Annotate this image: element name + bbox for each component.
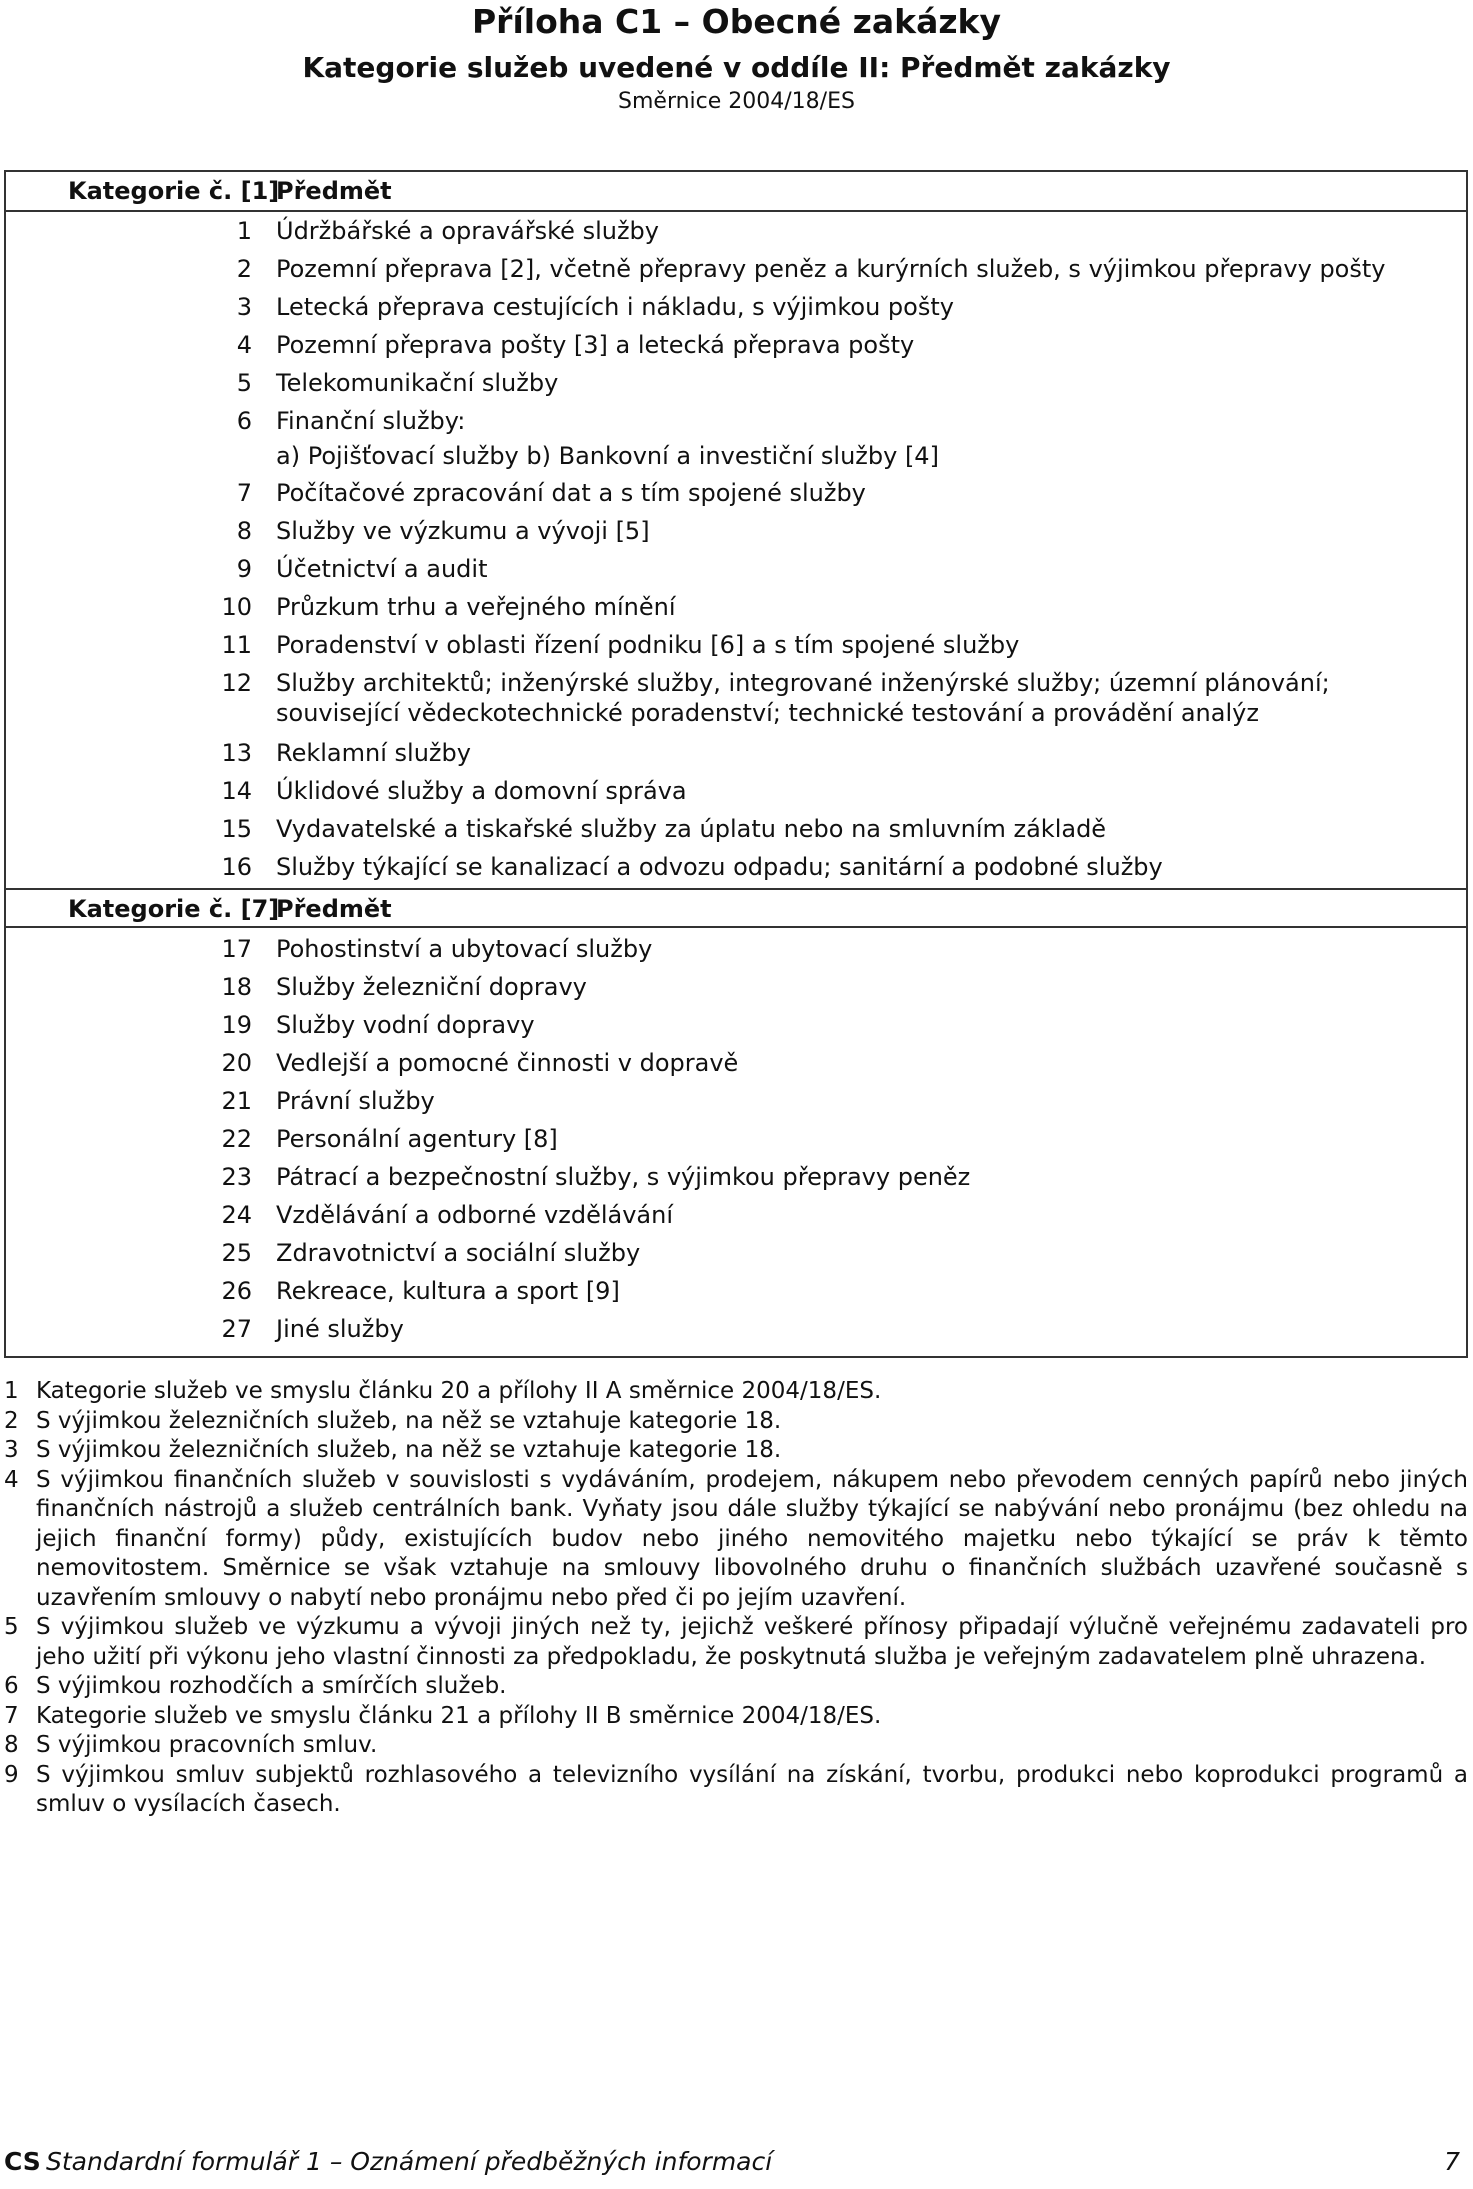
category-subject: Poradenství v oblasti řízení podniku [6] a s tím spojené služby bbox=[276, 631, 1020, 659]
column-header-subject: Předmět bbox=[276, 895, 392, 923]
column-header-category: Kategorie č. [7] bbox=[68, 895, 280, 923]
category-subject: Služby ve výzkumu a vývoji [5] bbox=[276, 517, 650, 545]
page-footer bbox=[4, 2144, 1468, 2180]
category-subject: Vydavatelské a tiskařské služby za úplatu nebo na smluvním základě bbox=[276, 815, 1107, 843]
footnote-number: 5 bbox=[4, 1614, 19, 1640]
category-subject: Reklamní služby bbox=[276, 739, 471, 767]
category-number: 26 bbox=[221, 1277, 252, 1305]
category-number: 16 bbox=[221, 853, 252, 881]
footnote bbox=[4, 1731, 1468, 1761]
table-row bbox=[6, 212, 1466, 250]
footnote bbox=[4, 1407, 1468, 1437]
footnote-number: 3 bbox=[4, 1437, 19, 1463]
table-row bbox=[6, 1196, 1466, 1234]
footnote bbox=[4, 1377, 1468, 1407]
category-subitems: a) Pojišťovací služby b) Bankovní a investiční služby [4] bbox=[276, 442, 939, 470]
footnote bbox=[4, 1702, 1468, 1732]
footnote-text: S výjimkou pracovních smluv. bbox=[36, 1732, 378, 1758]
footnote bbox=[4, 1761, 1468, 1820]
table-row bbox=[6, 364, 1466, 402]
category-number: 8 bbox=[236, 517, 252, 545]
category-number: 12 bbox=[221, 669, 252, 697]
table-row bbox=[6, 550, 1466, 588]
category-number: 3 bbox=[236, 293, 252, 321]
category-number: 2 bbox=[236, 255, 252, 283]
category-subject: Služby železniční dopravy bbox=[276, 973, 587, 1001]
table-row bbox=[6, 810, 1466, 848]
footnote-text: S výjimkou služeb ve výzkumu a vývoji jiných než ty, jejichž veškeré přínosy připadají výlučně veřejnému zadavateli pro jeho užití při výkonu jeho vlastní činnosti za předpokladu, že poskytnutá služba je veřejným zadavatelem plně uhrazena. bbox=[36, 1614, 1468, 1670]
category-number: 5 bbox=[236, 369, 252, 397]
table-row bbox=[6, 1006, 1466, 1044]
footnote bbox=[4, 1466, 1468, 1614]
page-subtitle: Kategorie služeb uvedené v oddíle II: Předmět zakázky bbox=[302, 51, 1171, 84]
table-row bbox=[6, 474, 1466, 512]
category-number: 25 bbox=[221, 1239, 252, 1267]
table-row bbox=[6, 1120, 1466, 1158]
category-number: 23 bbox=[221, 1163, 252, 1191]
table-row bbox=[6, 848, 1466, 886]
footnote-number: 7 bbox=[4, 1702, 19, 1729]
table-row bbox=[6, 288, 1466, 326]
category-number: 1 bbox=[236, 217, 252, 245]
category-subject: Pozemní přeprava [2], včetně přepravy peněz a kurýrních služeb, s výjimkou přepravy pošty bbox=[276, 255, 1386, 283]
category-subject: Pohostinství a ubytovací služby bbox=[276, 935, 653, 963]
table-row bbox=[6, 326, 1466, 364]
category-subject: Služby vodní dopravy bbox=[276, 1011, 535, 1039]
table-row bbox=[6, 250, 1466, 288]
category-subject: Účetnictví a audit bbox=[276, 555, 488, 583]
category-subject: Letecká přeprava cestujících i nákladu, s výjimkou pošty bbox=[276, 293, 954, 321]
footnote-text: S výjimkou smluv subjektů rozhlasového a televizního vysílání na získání, tvorbu, produkci nebo koprodukci programů a smluv o vysílacích časech. bbox=[36, 1761, 1468, 1817]
category-number: 18 bbox=[221, 973, 252, 1001]
category-subject: Počítačové zpracování dat a s tím spojené služby bbox=[276, 479, 866, 507]
category-number: 6 bbox=[236, 407, 252, 435]
footnote-number: 9 bbox=[4, 1761, 19, 1788]
category-subject: Vzdělávání a odborné vzdělávání bbox=[276, 1201, 673, 1229]
category-number: 19 bbox=[221, 1011, 252, 1039]
category-number: 24 bbox=[221, 1201, 252, 1229]
footnotes bbox=[4, 1377, 1468, 1820]
footnote bbox=[4, 1672, 1468, 1702]
table-row bbox=[6, 734, 1466, 772]
table-row bbox=[6, 512, 1466, 550]
footnote-number: 8 bbox=[4, 1732, 19, 1758]
table-row bbox=[6, 1234, 1466, 1272]
footnote bbox=[4, 1613, 1468, 1672]
category-number: 4 bbox=[236, 331, 252, 359]
category-number: 14 bbox=[221, 777, 252, 805]
category-number: 7 bbox=[236, 479, 252, 507]
category-subject: Úklidové služby a domovní správa bbox=[276, 777, 687, 805]
category-subject: Průzkum trhu a veřejného mínění bbox=[276, 593, 676, 621]
form-name: Standardní formulář 1 – Oznámení předběžných informací bbox=[46, 2147, 773, 2176]
footnote bbox=[4, 1436, 1468, 1466]
table-row bbox=[6, 968, 1466, 1006]
table-row bbox=[6, 1272, 1466, 1310]
page-title: Příloha C1 – Obecné zakázky bbox=[472, 2, 1001, 41]
category-subject: Jiné služby bbox=[276, 1315, 404, 1343]
category-subject: Služby architektů; inženýrské služby, integrované inženýrské služby; územní plánování; související vědeckotechnické poradenství; technické testování a provádění analýz bbox=[276, 669, 1330, 727]
footnote-number: 2 bbox=[4, 1407, 19, 1434]
table-header-group-1 bbox=[6, 172, 1466, 212]
category-subject: Pátrací a bezpečnostní služby, s výjimkou přepravy peněz bbox=[276, 1163, 971, 1191]
table-row bbox=[6, 664, 1466, 732]
category-subject: Zdravotnictví a sociální služby bbox=[276, 1239, 641, 1267]
category-number: 10 bbox=[221, 593, 252, 621]
category-number: 22 bbox=[221, 1125, 252, 1153]
footnote-text: S výjimkou finančních služeb v souvislosti s vydáváním, prodejem, nákupem nebo převodem cenných papírů nebo jiných finančních nástrojů a služeb centrálních bank. Vyňaty jsou dále služby týkající se nabývání nebo pronájmu (bez ohledu na jejich finanční formy) půdy, existujících budov nebo jiného nemovitého majetku nebo týkající se práv k těmto nemovitostem. Směrnice se však vztahuje na smlouvy libovolného druhu o finančních službách uzavřené současně s uzavřením smlouvy o nabytí nebo pronájmu nebo před či po jejím uzavření. bbox=[36, 1466, 1468, 1611]
category-subject: Údržbářské a opravářské služby bbox=[276, 217, 659, 245]
table-row bbox=[6, 402, 1466, 440]
table-row bbox=[6, 1158, 1466, 1196]
table-row bbox=[6, 1310, 1466, 1348]
footnote-text: S výjimkou rozhodčích a smírčích služeb. bbox=[36, 1673, 507, 1699]
footnote-text: Kategorie služeb ve smyslu článku 20 a přílohy II A směrnice 2004/18/ES. bbox=[36, 1378, 882, 1404]
category-number: 13 bbox=[221, 739, 252, 767]
category-subject: Pozemní přeprava pošty [3] a letecká přeprava pošty bbox=[276, 331, 915, 359]
table-row bbox=[6, 772, 1466, 810]
footnote-number: 4 bbox=[4, 1466, 19, 1493]
language-code: CS bbox=[4, 2147, 41, 2176]
column-header-subject: Předmět bbox=[276, 177, 392, 205]
category-subject: Telekomunikační služby bbox=[276, 369, 559, 397]
category-subject: Vedlejší a pomocné činnosti v dopravě bbox=[276, 1049, 739, 1077]
category-subject: Rekreace, kultura a sport [9] bbox=[276, 1277, 620, 1305]
footnote-number: 1 bbox=[4, 1378, 19, 1404]
table-row bbox=[6, 626, 1466, 664]
footnote-number: 6 bbox=[4, 1673, 19, 1699]
category-number: 15 bbox=[221, 815, 252, 843]
category-subject: Personální agentury [8] bbox=[276, 1125, 558, 1153]
footnote-text: Kategorie služeb ve smyslu článku 21 a přílohy II B směrnice 2004/18/ES. bbox=[36, 1702, 882, 1729]
category-number: 9 bbox=[236, 555, 252, 583]
category-subject: Služby týkající se kanalizací a odvozu odpadu; sanitární a podobné služby bbox=[276, 853, 1163, 881]
table-header-group-2 bbox=[6, 888, 1466, 928]
footnote-text: S výjimkou železničních služeb, na něž se vztahuje kategorie 18. bbox=[36, 1437, 782, 1463]
category-number: 20 bbox=[221, 1049, 252, 1077]
table-row bbox=[6, 1044, 1466, 1082]
table-row bbox=[6, 588, 1466, 626]
table-row bbox=[6, 1082, 1466, 1120]
category-number: 17 bbox=[221, 935, 252, 963]
service-categories-table bbox=[4, 170, 1468, 1358]
directive-reference: Směrnice 2004/18/ES bbox=[618, 89, 855, 114]
category-subject: Finanční služby: bbox=[276, 407, 466, 435]
category-number: 11 bbox=[221, 631, 252, 659]
category-subject: Právní služby bbox=[276, 1087, 435, 1115]
table-row bbox=[6, 930, 1466, 968]
footnote-text: S výjimkou železničních služeb, na něž se vztahuje kategorie 18. bbox=[36, 1407, 782, 1434]
category-number: 21 bbox=[221, 1087, 252, 1115]
column-header-category: Kategorie č. [1] bbox=[68, 177, 280, 205]
page-number: 7 bbox=[1444, 2147, 1460, 2176]
category-number: 27 bbox=[221, 1315, 252, 1343]
